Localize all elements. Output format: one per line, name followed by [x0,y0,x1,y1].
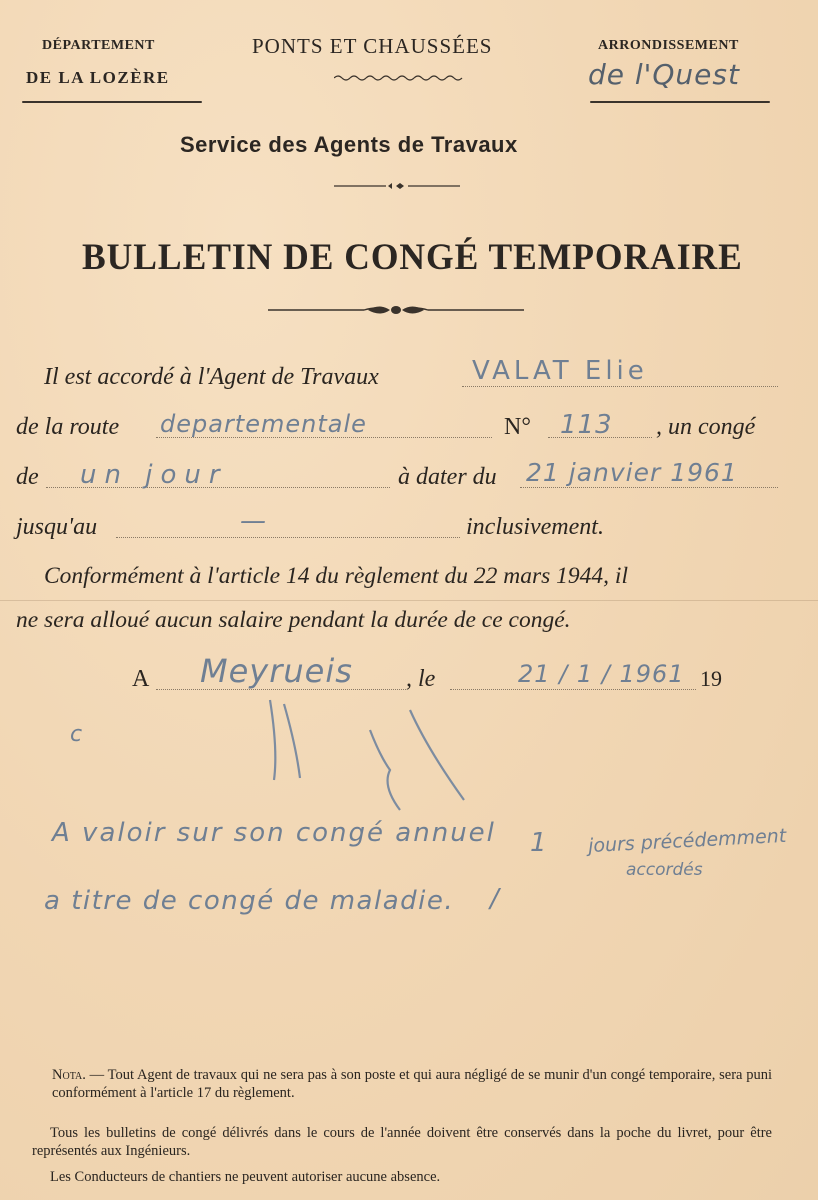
service-title: Service des Agents de Travaux [180,132,518,157]
rule-text-line1: Conformément à l'article 14 du règlement du 22 mars 1944, il [44,563,628,589]
date-dotline [520,487,778,488]
service-divider [334,180,460,192]
agent-name: VALAT Elie [472,356,648,386]
wavy-ornament [334,72,464,84]
nota-paragraph-3: Les Conducteurs de chantiers ne peuvent autoriser aucune absence. [50,1169,441,1185]
header-center-title: PONTS ET CHAUSSÉES [252,34,493,58]
route-type: departementale [160,410,367,438]
note-count: 1 [530,828,547,858]
duration-prefix: de [16,464,39,490]
agent-label: Il est accordé à l'Agent de Travaux [44,364,379,390]
date-prefix: , le [406,666,436,692]
place-prefix: A [132,666,150,692]
nota-paragraph-1 [52,1066,772,1102]
end-label: jusqu'au [16,514,98,540]
sign-date: 21 / 1 / 1961 [518,660,685,688]
end-dotline [116,537,460,538]
conge-suffix: , un congé [656,414,756,440]
route-number: 113 [560,410,613,440]
note-line1: A valoir sur son congé annuel [52,818,496,848]
arrondissement-underline [590,101,770,103]
place-value: Meyrueis [200,652,353,690]
nota-label: Nota. [52,1067,86,1083]
title-divider [268,300,524,320]
duration-value: un jour [80,460,228,490]
department-name: DE LA LOZÈRE [26,68,170,87]
route-no-label: N° [504,414,531,440]
agent-dotline [462,386,778,387]
main-title: BULLETIN DE CONGÉ TEMPORAIRE [82,237,743,278]
nota-paragraph-2: Tous les bulletins de congé délivrés dans le cours de l'année doivent être conservés dans la poche du livret, pour être représentés aux Ingénieurs. [32,1125,772,1159]
stamp-mark: c [70,722,83,747]
dater-label: à dater du [398,464,497,490]
signature [250,690,490,820]
note-line2-mark: / [490,884,499,914]
year-prefix: 19 [700,666,722,691]
rule-text-line2: ne sera alloué aucun salaire pendant la durée de ce congé. [16,607,571,633]
nota-text-1: — Tout Agent de travaux qui ne sera pas à son poste et qui aura négligé de se munir d'un congé temporaire, sera puni conformément à l'article 17 du règlement. [52,1067,773,1101]
department-underline [22,101,202,103]
end-value: — [240,506,267,536]
route-label: de la route [16,414,120,440]
department-label: DÉPARTEMENT [42,38,155,53]
paper-fold [0,600,818,601]
side-note-2: accordés [626,860,703,880]
arrondissement-value: de l'Quest [588,58,740,91]
start-date: 21 janvier 1961 [526,458,738,487]
note-line2: a titre de congé de maladie. [44,886,455,916]
arrondissement-label: ARRONDISSEMENT [598,38,739,53]
inclusive-label: inclusivement. [466,514,604,540]
side-note-1: jours précédemment [587,824,787,858]
